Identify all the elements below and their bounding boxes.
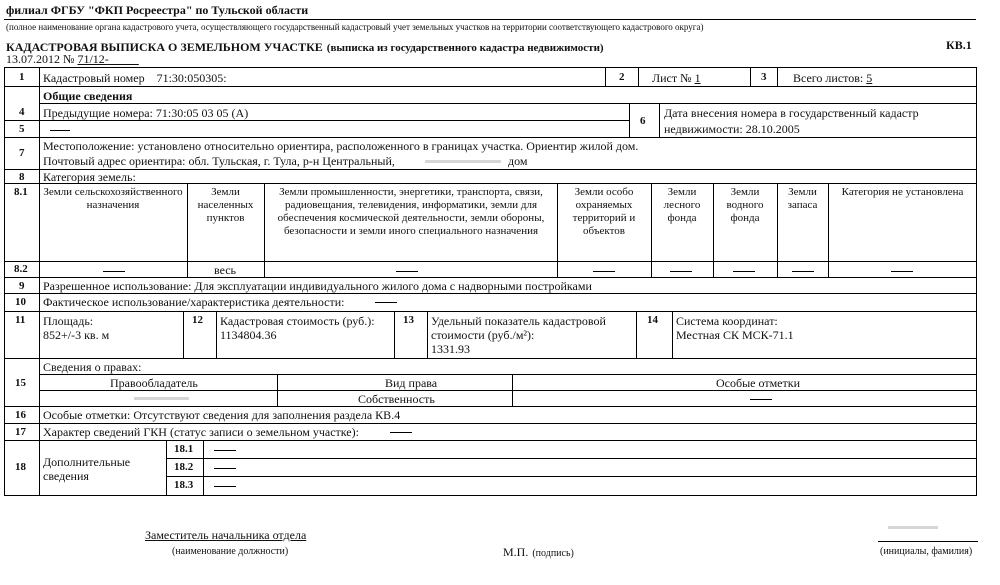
- title-note: (выписка из государственного кадастра недвижимости): [326, 42, 604, 54]
- area-value: 852+/-3 кв. м: [43, 328, 110, 342]
- special-marks-header: Особые отметки: [716, 376, 800, 390]
- category-industrial: Земли промышленности, энергетики, транспорта, связи, радиовещания, телевидения, информатики, земли для обеспечения космической деятельности, земли обороны, безопасности и земли иного специального назначения: [277, 186, 545, 237]
- row-number-11: 11: [15, 314, 26, 326]
- additional-info-line1: Дополнительные: [43, 455, 131, 469]
- row-number-6: 6: [640, 115, 646, 127]
- signature-caption: (подпись): [532, 548, 574, 559]
- special-notes: Особые отметки: Отсутствуют сведения для заполнения раздела КВ.4: [43, 408, 401, 422]
- empty-dash: [50, 130, 70, 131]
- sheet-number: [652, 71, 701, 85]
- rights-label: Сведения о правах:: [43, 360, 142, 374]
- signer-position: Заместитель начальника отдела: [145, 528, 307, 542]
- name-underline: [878, 541, 978, 542]
- row-number-7: 7: [19, 147, 25, 159]
- redacted-street: [425, 160, 501, 163]
- sheet-value: 1: [694, 71, 701, 85]
- dash-industrial: [396, 271, 418, 272]
- position-caption: (наименование должности): [172, 546, 289, 557]
- row-number-16: 16: [15, 409, 26, 421]
- date-registered-line2: недвижимости: 28.10.2005: [664, 122, 800, 136]
- org-underline: [4, 19, 976, 20]
- location-line2: Почтовый адрес ориентира: обл. Тульская, г. Тула, р-н Центральный,: [43, 154, 395, 168]
- category-reserve: Земли запаса: [787, 186, 818, 211]
- actual-use: Фактическое использование/характеристика деятельности:: [43, 295, 345, 309]
- right-type-header: Вид права: [385, 376, 438, 390]
- total-value: 5: [866, 71, 873, 85]
- category-forest: Земли лесного фонда: [663, 186, 701, 224]
- row-number-10: 10: [15, 296, 26, 308]
- dash-protected: [593, 271, 615, 272]
- right-type-value: Собственность: [358, 392, 435, 406]
- total-sheets: [793, 71, 872, 85]
- dash-water: [733, 271, 755, 272]
- dash-not-set: [891, 271, 913, 272]
- dash-18-2: [214, 468, 236, 469]
- dash-forest: [670, 271, 692, 272]
- category-protected: Земли особо охраняемых территорий и объектов: [572, 186, 636, 237]
- title-main: КАДАСТРОВАЯ ВЫПИСКА О ЗЕМЕЛЬНОМ УЧАСТКЕ: [6, 40, 323, 54]
- row-number-3: 3: [761, 71, 767, 83]
- location-house: дом: [508, 154, 528, 168]
- row-number-8-1: 8.1: [14, 186, 28, 198]
- previous-numbers: Предыдущие номера: 71:30:05 03 05 (А): [43, 106, 249, 120]
- general-info-heading: Общие сведения: [43, 89, 133, 103]
- category-water: Земли водного фонда: [726, 186, 764, 224]
- rights-holder-header: Правообладатель: [110, 376, 198, 390]
- row-number-18-3: 18.3: [174, 479, 194, 491]
- row-number-13: 13: [403, 314, 414, 326]
- row-number-18-1: 18.1: [174, 443, 194, 455]
- name-caption: (инициалы, фамилия): [880, 546, 973, 557]
- stamp-label: М.П.: [503, 545, 529, 559]
- category-agricultural: Земли сельскохозяйственного назначения: [43, 186, 183, 211]
- doc-number: 71/12-: [77, 52, 109, 66]
- additional-info-line2: сведения: [43, 469, 89, 483]
- row-number-4: 4: [19, 106, 25, 118]
- location-line1: Местоположение: установлено относительно ориентира, расположенного в границах участка. Ориентир жилой дом.: [43, 139, 639, 153]
- dash-18-3: [214, 486, 236, 487]
- land-category-label: Категория земель:: [43, 170, 136, 184]
- dash-record-status: [390, 432, 412, 433]
- org-name: филиал ФГБУ "ФКП Росреестра" по Тульской области: [6, 3, 309, 17]
- specific-cost-line2: стоимости (руб./м²):: [431, 328, 535, 342]
- row-number-1: 1: [19, 71, 25, 83]
- row-number-5: 5: [19, 123, 25, 135]
- date-number: [6, 52, 139, 66]
- cadastral-number-label: Кадастровый номер: [43, 71, 145, 85]
- dash-special-marks: [750, 399, 772, 400]
- settlements-value: весь: [214, 263, 237, 277]
- coord-system-label: Система координат:: [676, 314, 778, 328]
- area-label: Площадь:: [43, 314, 94, 328]
- specific-cost-line1: Удельный показатель кадастровой: [431, 314, 606, 328]
- row-number-18-2: 18.2: [174, 461, 194, 473]
- coord-system-value: Местная СК МСК-71.1: [676, 328, 794, 342]
- dash-agricultural: [103, 271, 125, 272]
- cadastral-number: [43, 71, 227, 85]
- permitted-use: Разрешенное использование: Для эксплуатации индивидуального жилого дома с надворными постройками: [43, 279, 592, 293]
- category-settlements: Земли населенных пунктов: [197, 186, 254, 224]
- row-number-17: 17: [15, 426, 26, 438]
- category-not-set: Категория не установлена: [841, 186, 964, 198]
- record-status: Характер сведений ГКН (статус записи о земельном участке):: [43, 425, 359, 439]
- row-number-15: 15: [15, 377, 26, 389]
- row-number-8: 8: [19, 171, 25, 183]
- row-number-8-2: 8.2: [14, 263, 28, 275]
- row-number-14: 14: [647, 314, 658, 326]
- row-number-18: 18: [15, 461, 26, 473]
- form-code: КВ.1: [946, 38, 972, 52]
- row-number-2: 2: [619, 71, 625, 83]
- date-number-label: 13.07.2012 №: [6, 52, 75, 66]
- cadastral-number-value: 71:30:050305:: [156, 71, 227, 85]
- total-label: Всего листов:: [793, 71, 864, 85]
- org-caption: (полное наименование органа кадастрового учета, осуществляющего государственный кадастровый учет земельных участков на территории соответствующего кадастрового округа): [6, 22, 704, 32]
- row-number-12: 12: [192, 314, 203, 326]
- cadastral-cost-label: Кадастровая стоимость (руб.):: [220, 314, 375, 328]
- dash-18-1: [214, 450, 236, 451]
- redacted-name: [888, 526, 938, 529]
- stamp-signature: [503, 543, 574, 561]
- sheet-label: Лист №: [652, 71, 692, 85]
- dash-actual-use: [375, 302, 397, 303]
- redacted-holder: [134, 397, 189, 400]
- date-registered-line1: Дата внесения номера в государственный кадастр: [664, 106, 919, 120]
- dash-reserve: [792, 271, 814, 272]
- row-number-9: 9: [19, 280, 25, 292]
- specific-cost-value: 1331.93: [431, 342, 470, 356]
- cadastral-cost-value: 1134804.36: [220, 328, 277, 342]
